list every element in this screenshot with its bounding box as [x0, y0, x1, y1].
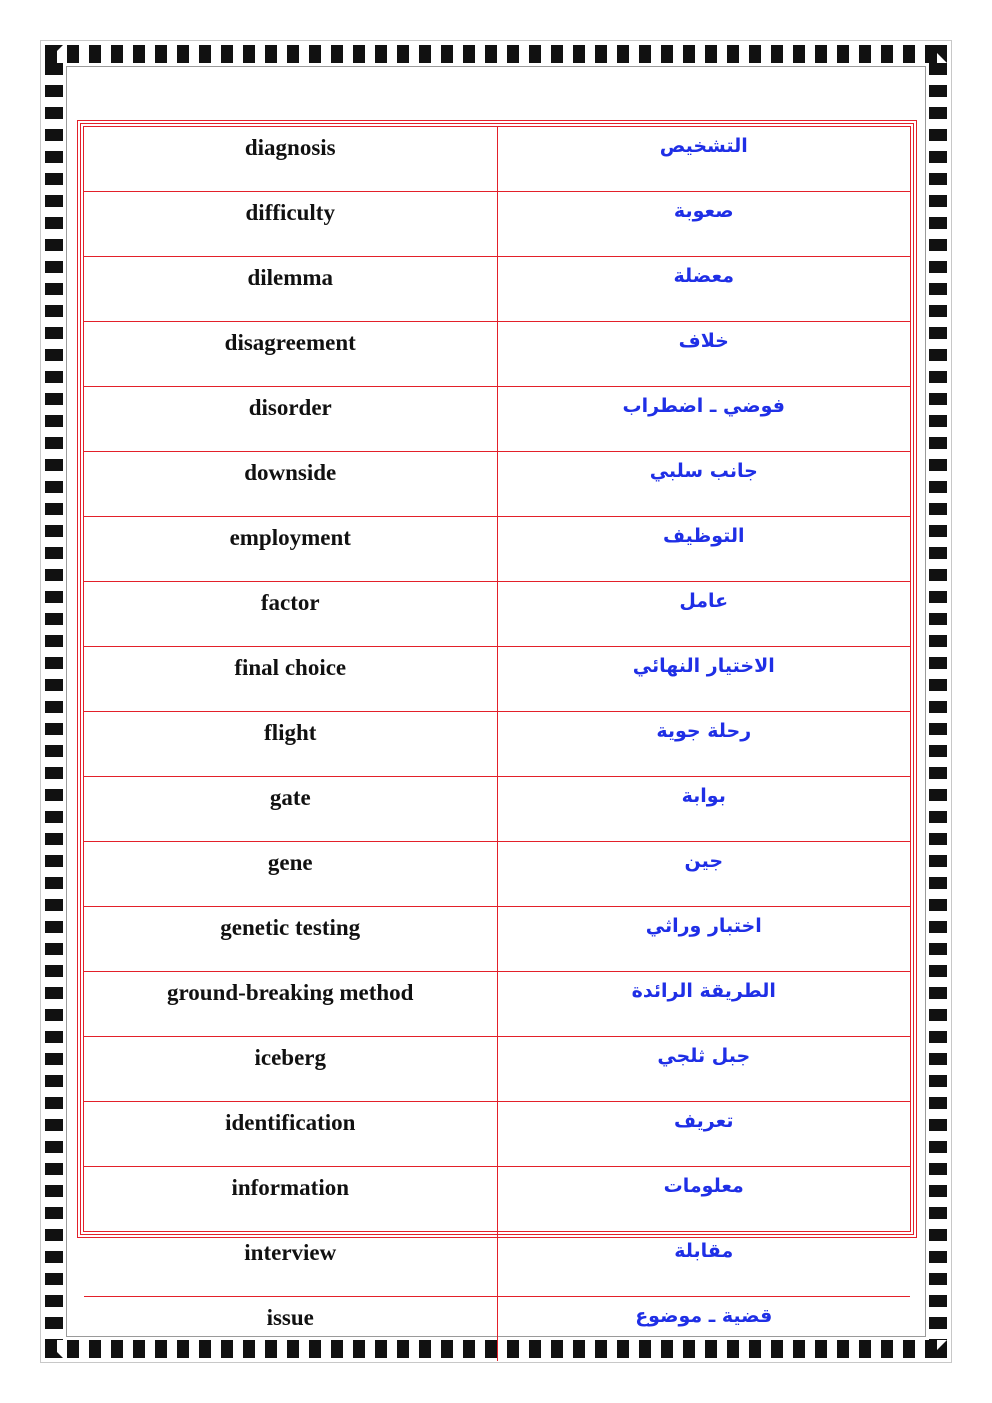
english-term: diagnosis [244, 135, 336, 160]
english-term-cell [84, 1037, 497, 1102]
arabic-translation-cell [497, 1232, 910, 1297]
table-row [84, 322, 910, 387]
arabic-translation: صعوبة [673, 200, 734, 222]
english-term-cell [84, 1297, 497, 1362]
arabic-translation-cell [497, 907, 910, 972]
arabic-translation: معضلة [673, 265, 734, 287]
english-term: employment [229, 525, 351, 550]
english-term-cell [84, 1232, 497, 1297]
arabic-translation: قضية ـ موضوع [635, 1305, 773, 1327]
arabic-translation-cell [497, 1102, 910, 1167]
arabic-translation-cell [497, 322, 910, 387]
english-term: gate [269, 785, 311, 810]
english-term: issue [266, 1305, 314, 1330]
english-term-cell [84, 842, 497, 907]
english-term: disorder [248, 395, 332, 420]
vocabulary-box [77, 120, 917, 1330]
table-row [84, 1102, 910, 1167]
english-term: flight [264, 720, 317, 745]
table-row [84, 777, 910, 842]
english-term-cell [84, 712, 497, 777]
table-row [84, 127, 910, 192]
arabic-translation-cell [497, 452, 910, 517]
english-term-cell [84, 907, 497, 972]
english-term: interview [244, 1240, 337, 1265]
arabic-translation-cell [497, 127, 910, 192]
table-row [84, 647, 910, 712]
english-term: information [231, 1175, 350, 1200]
arabic-translation-cell [497, 192, 910, 257]
arabic-translation: التشخيص [659, 135, 748, 157]
english-term-cell [84, 192, 497, 257]
table-row [84, 192, 910, 257]
arabic-translation-cell [497, 517, 910, 582]
arabic-translation: مقابلة [674, 1240, 734, 1262]
table-row [84, 712, 910, 777]
decorative-border-top [45, 45, 947, 63]
arabic-translation: اختبار وراثي [645, 915, 762, 937]
decorative-border-left [45, 63, 63, 1340]
arabic-translation: التوظيف [662, 525, 745, 547]
english-term: disagreement [224, 330, 356, 355]
arabic-translation-cell [497, 257, 910, 322]
arabic-translation: الطريقة الرائدة [631, 980, 776, 1002]
english-term: final choice [234, 655, 347, 680]
arabic-translation-cell [497, 842, 910, 907]
arabic-translation-cell [497, 1297, 910, 1362]
table-row [84, 257, 910, 322]
arabic-translation-cell [497, 972, 910, 1037]
table-row [84, 517, 910, 582]
english-term-cell [84, 582, 497, 647]
english-term: dilemma [247, 265, 334, 290]
arabic-translation: عامل [679, 590, 729, 612]
english-term: difficulty [245, 200, 335, 225]
english-term-cell [84, 257, 497, 322]
arabic-translation: فوضي ـ اضطراب [622, 395, 785, 417]
arabic-translation-cell [497, 647, 910, 712]
vocabulary-table [84, 127, 910, 1361]
arabic-translation-cell [497, 387, 910, 452]
english-term: factor [260, 590, 320, 615]
arabic-translation: رحلة جوية [656, 720, 752, 742]
english-term-cell [84, 127, 497, 192]
english-term-cell [84, 1167, 497, 1232]
decorative-border-right [929, 63, 947, 1340]
english-term: ground-breaking method [167, 980, 414, 1005]
table-row [84, 1297, 910, 1362]
arabic-translation-cell [497, 582, 910, 647]
arabic-translation: جبل ثلجي [657, 1045, 751, 1067]
arabic-translation-cell [497, 1037, 910, 1102]
english-term-cell [84, 972, 497, 1037]
table-row [84, 1232, 910, 1297]
english-term: genetic testing [220, 915, 361, 940]
arabic-translation: جين [684, 850, 724, 872]
arabic-translation: جانب سلبي [649, 460, 758, 482]
vocabulary-table-body [84, 127, 910, 1361]
english-term-cell [84, 1102, 497, 1167]
table-row [84, 907, 910, 972]
english-term: iceberg [254, 1045, 326, 1070]
english-term-cell [84, 777, 497, 842]
table-row [84, 1037, 910, 1102]
english-term-cell [84, 387, 497, 452]
arabic-translation: بوابة [681, 785, 726, 807]
table-row [84, 842, 910, 907]
table-row [84, 387, 910, 452]
table-row [84, 452, 910, 517]
table-row [84, 1167, 910, 1232]
english-term-cell [84, 647, 497, 712]
table-row [84, 972, 910, 1037]
english-term: identification [225, 1110, 356, 1135]
arabic-translation: خلاف [678, 330, 729, 352]
arabic-translation-cell [497, 777, 910, 842]
english-term: gene [267, 850, 313, 875]
english-term-cell [84, 517, 497, 582]
arabic-translation: الاختيار النهائي [632, 655, 775, 677]
english-term-cell [84, 322, 497, 387]
arabic-translation-cell [497, 712, 910, 777]
arabic-translation-cell [497, 1167, 910, 1232]
table-row [84, 582, 910, 647]
arabic-translation: تعريف [674, 1110, 734, 1132]
english-term-cell [84, 452, 497, 517]
english-term: downside [244, 460, 337, 485]
arabic-translation: معلومات [663, 1175, 744, 1197]
